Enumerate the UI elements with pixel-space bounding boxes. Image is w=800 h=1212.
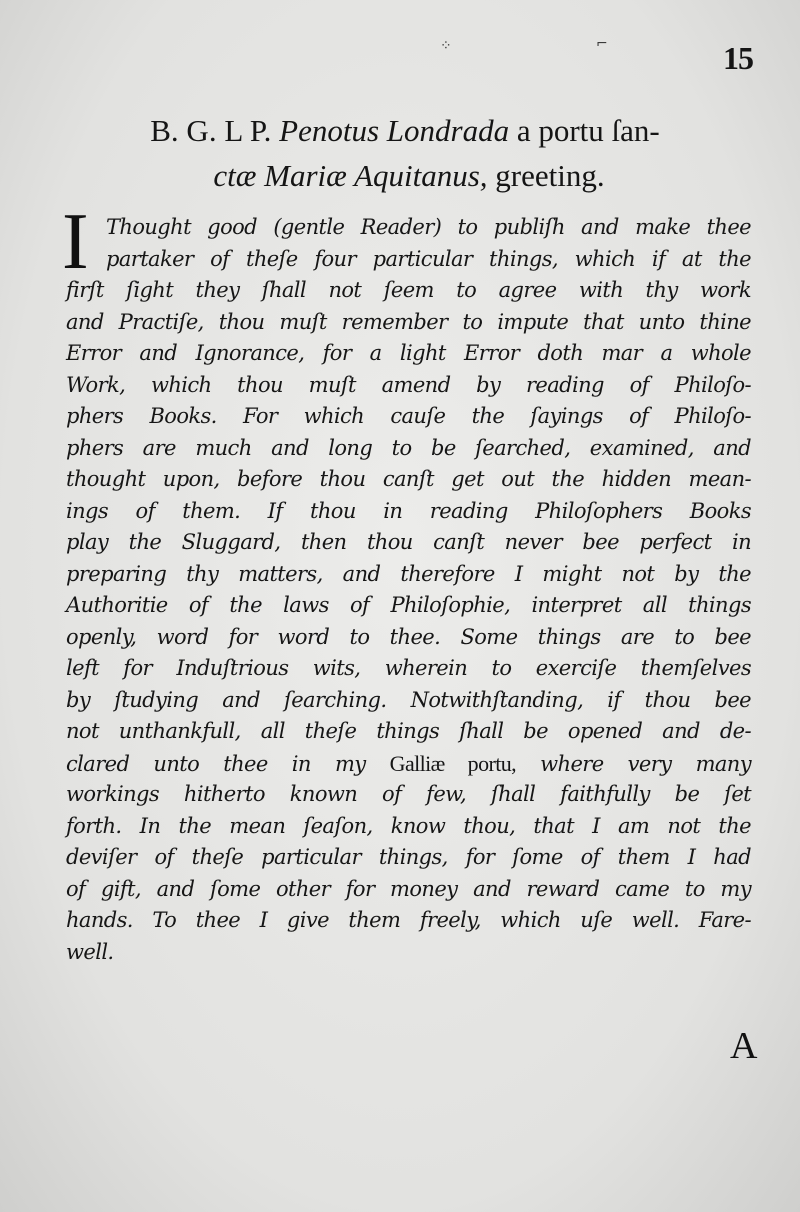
body-line: workings hitherto known of few, ſhall faithfully be ſet xyxy=(66,782,751,806)
body-line: openly, word for word to thee. Some things are to bee xyxy=(66,624,751,649)
ink-speck: ⁘ xyxy=(440,38,452,54)
heading-author-name: Penotus Londrada xyxy=(279,113,510,148)
ink-speck: ⌐ xyxy=(596,36,608,52)
body-line: hands. To thee I give them freely, which uſe well. Fare- xyxy=(66,908,751,932)
heading-initials: B. G. L P. xyxy=(150,113,272,148)
signature-mark: A xyxy=(730,1025,758,1067)
body-roman-phrase: Galliæ portu, xyxy=(389,750,517,776)
body-line: well. xyxy=(66,939,114,964)
body-line: ings of them. If thou in reading Philoſophers Books xyxy=(66,498,751,523)
body-line: Authoritie of the laws of Philoſophie, interpret all things xyxy=(66,593,751,617)
heading-line-2 xyxy=(60,153,750,198)
body-line: of gift, and ſome other for money and reward came to my xyxy=(66,876,751,901)
body-line: forth. In the mean ſeaſon, know thou, that I am not the xyxy=(66,813,751,838)
body-line: Error and Ignorance, for a light Error doth mar a whole xyxy=(66,341,751,365)
body-line: partaker of theſe four particular things, which if at the xyxy=(106,246,751,271)
heading-line-1 xyxy=(60,108,750,153)
heading-greeting: greeting. xyxy=(495,158,605,193)
body-line: phers are much and long to be ſearched, examined, and xyxy=(66,435,751,460)
body-line-mixed xyxy=(66,748,751,780)
body-line: play the Sluggard, then thou canſt never bee perfect in xyxy=(66,530,751,554)
body-line: firſt ſight they ſhall not ſeem to agree with thy work xyxy=(66,278,751,302)
body-line-end: where very many xyxy=(540,751,751,776)
heading-line-1-rest: a portu ſan- xyxy=(516,113,660,148)
page-heading xyxy=(60,108,750,198)
body-line-start: clared unto thee in my xyxy=(66,751,366,776)
body-line: not unthankfull, all theſe things ſhall be opened and de- xyxy=(66,719,751,743)
body-line: thought upon, before thou canſt get out the hidden mean- xyxy=(66,467,751,491)
body-line: phers Books. For which cauſe the ſayings of Philoſo- xyxy=(66,404,751,428)
heading-place-name: ctæ Mariæ Aquitanus, xyxy=(213,158,488,193)
body-line: by ſtudying and ſearching. Notwithſtanding, if thou bee xyxy=(66,687,751,712)
body-line: deviſer of theſe particular things, for ſome of them I had xyxy=(66,845,751,869)
body-line: left for Induſtrious wits, wherein to exerciſe themſelves xyxy=(66,656,751,680)
body-line: Work, which thou muſt amend by reading of Philoſo- xyxy=(66,372,751,397)
body-line: preparing thy matters, and therefore I might not by the xyxy=(66,561,751,586)
body-line: Thought good (gentle Reader) to publiſh and make thee xyxy=(106,215,751,239)
body-text xyxy=(66,212,766,968)
page-number: 15 xyxy=(723,40,753,76)
drop-cap: I xyxy=(62,198,89,286)
body-line: and Practiſe, thou muſt remember to impute that unto thine xyxy=(66,309,751,334)
